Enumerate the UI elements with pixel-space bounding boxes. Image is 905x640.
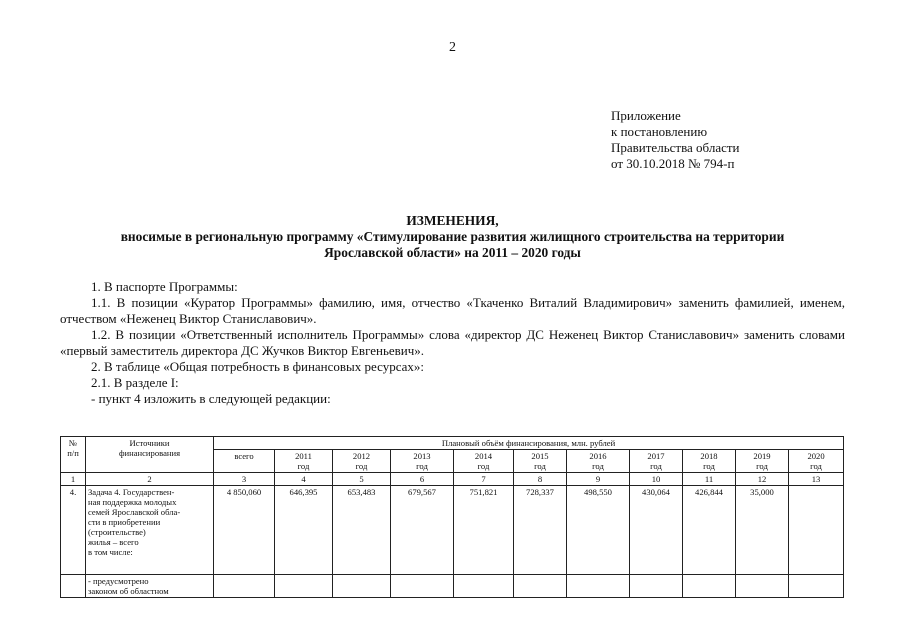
row-value: 35,000 xyxy=(736,486,789,575)
column-number: 13 xyxy=(789,473,844,486)
header-year: 2015 год xyxy=(514,450,567,473)
row-value: 498,550 xyxy=(567,486,630,575)
column-number: 6 xyxy=(391,473,454,486)
header-total: всего xyxy=(214,450,275,473)
column-number: 7 xyxy=(454,473,514,486)
document-title xyxy=(60,213,845,261)
row-value xyxy=(630,575,683,598)
row-value: 679,567 xyxy=(391,486,454,575)
table-row xyxy=(61,486,844,575)
row-value xyxy=(454,575,514,598)
header-year: 2013 год xyxy=(391,450,454,473)
paragraph: - пункт 4 изложить в следующей редакции: xyxy=(91,391,331,406)
row-value: 646,395 xyxy=(275,486,333,575)
row-value: 728,337 xyxy=(514,486,567,575)
row-value xyxy=(391,575,454,598)
row-value xyxy=(333,575,391,598)
row-total: 4 850,060 xyxy=(214,486,275,575)
row-value xyxy=(789,486,844,575)
header-planned: Плановый объём финансирования, млн. рублей xyxy=(214,437,844,450)
title-line: вносимые в региональную программу «Стимулирование развития жилищного строительства на территории xyxy=(120,229,785,244)
row-value xyxy=(683,575,736,598)
appendix-line: Приложение xyxy=(611,108,681,123)
row-value xyxy=(567,575,630,598)
row-value xyxy=(275,575,333,598)
column-number: 5 xyxy=(333,473,391,486)
paragraph: 1.1. В позиции «Куратор Программы» фамилию, имя, отчество «Ткаченко Виталий Владимирович» заменить фамилией, именем, отчеством «Неженец Виктор Станиславович». xyxy=(60,295,845,326)
paragraph: 1.2. В позиции «Ответственный исполнитель Программы» слова «директор ДС Неженец Виктор Станиславович» заменить словами «первый заместитель директора ДС Жучков Виктор Евгеньевич». xyxy=(60,327,845,358)
paragraph: 2.1. В разделе I: xyxy=(91,375,179,390)
header-year: 2018 год xyxy=(683,450,736,473)
table-header-row xyxy=(61,437,844,450)
column-number: 2 xyxy=(86,473,214,486)
title-heading: ИЗМЕНЕНИЯ, xyxy=(406,213,499,228)
column-number: 1 xyxy=(61,473,86,486)
row-value xyxy=(736,575,789,598)
appendix-line: Правительства области xyxy=(611,140,740,155)
header-num: № п/п xyxy=(61,437,86,473)
header-year: 2012 год xyxy=(333,450,391,473)
row-total xyxy=(214,575,275,598)
row-num xyxy=(61,575,86,598)
row-value xyxy=(789,575,844,598)
column-number: 3 xyxy=(214,473,275,486)
title-line: Ярославской области» на 2011 – 2020 годы xyxy=(324,245,581,260)
body-text xyxy=(60,279,845,407)
column-number-row xyxy=(61,473,844,486)
table-row xyxy=(61,575,844,598)
row-num: 4. xyxy=(61,486,86,575)
row-value: 430,064 xyxy=(630,486,683,575)
paragraph: 2. В таблице «Общая потребность в финансовых ресурсах»: xyxy=(91,359,425,374)
column-number: 8 xyxy=(514,473,567,486)
financing-table xyxy=(60,436,844,598)
header-year: 2011 год xyxy=(275,450,333,473)
page-number: 2 xyxy=(449,40,456,55)
column-number: 10 xyxy=(630,473,683,486)
header-year: 2014 год xyxy=(454,450,514,473)
appendix-line: от 30.10.2018 № 794-п xyxy=(611,156,735,171)
appendix-block xyxy=(611,108,740,172)
paragraph: 1. В паспорте Программы: xyxy=(91,279,238,294)
column-number: 4 xyxy=(275,473,333,486)
header-year: 2019 год xyxy=(736,450,789,473)
header-year: 2020 год xyxy=(789,450,844,473)
column-number: 11 xyxy=(683,473,736,486)
header-year: 2016 год xyxy=(567,450,630,473)
row-value xyxy=(514,575,567,598)
appendix-line: к постановлению xyxy=(611,124,708,139)
column-number: 12 xyxy=(736,473,789,486)
row-value: 653,483 xyxy=(333,486,391,575)
row-source: - предусмотрено законом об областном xyxy=(86,575,214,598)
header-year: 2017 год xyxy=(630,450,683,473)
row-source: Задача 4. Государствен- ная поддержка молодых семей Ярославской обла- сти в приобретении (строительстве) жилья – всего в том числе: xyxy=(86,486,214,575)
header-source: Источники финансирования xyxy=(86,437,214,473)
row-value: 426,844 xyxy=(683,486,736,575)
column-number: 9 xyxy=(567,473,630,486)
row-value: 751,821 xyxy=(454,486,514,575)
